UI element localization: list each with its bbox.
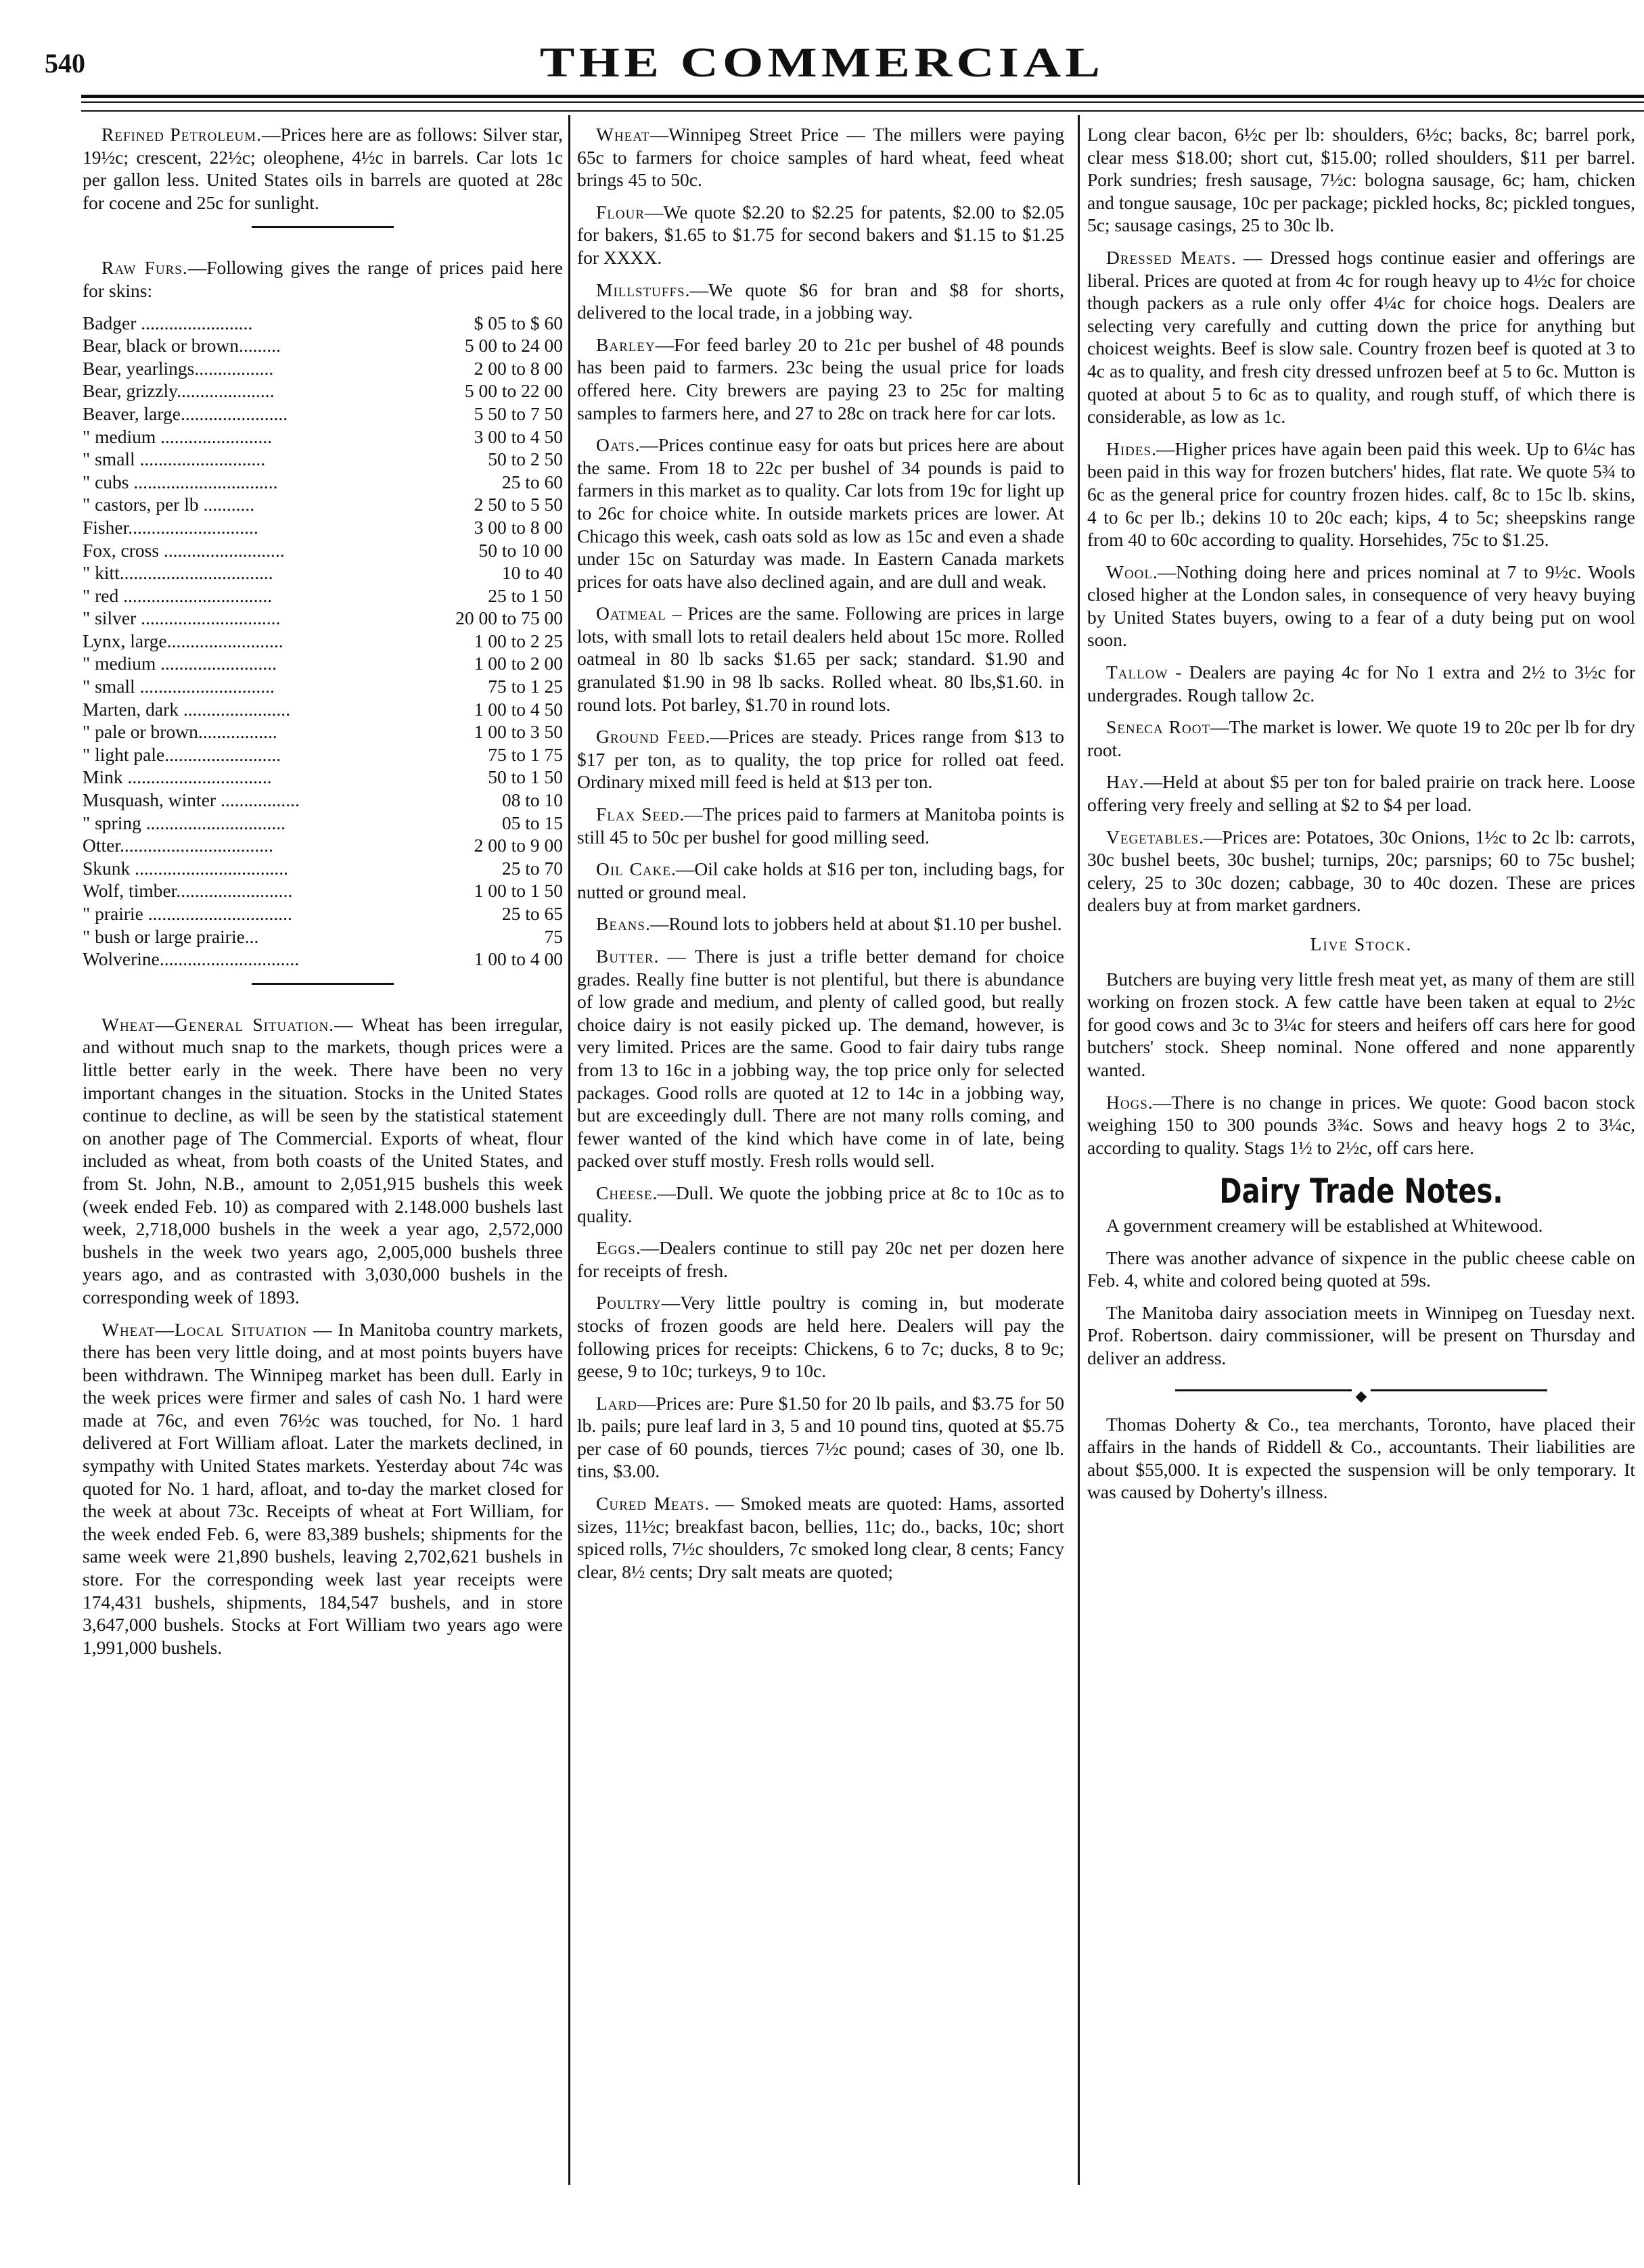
fur-price: 20 00 to 75 00	[455, 607, 563, 629]
cured-meats-continued: Long clear bacon, 6½c per lb: shoulders, 6½c; backs, 8c; barrel pork, clear mess $18.00; short cut, $15.00; rolled shoulders, $11 per barrel. Pork sundries; fresh sausage, 7½c: bologna sausage, 6c; ham, chicken and tongue sausage, 10c per package; pickled hocks, 8c; pickled tongues, 5c; sausage casings, 25 to 30c lb.	[1087, 124, 1635, 236]
market-report-lead: Oatmeal	[596, 603, 666, 624]
market-report-text: .—Dealers continue to still pay 20c net per dozen here for receipts of fresh.	[577, 1237, 1064, 1281]
section-divider	[252, 226, 394, 228]
fur-name: Musquash, winter .................	[83, 789, 300, 811]
market-report-paragraph	[1087, 561, 1635, 651]
fur-price-row	[83, 948, 563, 971]
fur-price: 3 00 to 4 50	[474, 425, 563, 447]
market-report-lead: Ground Feed	[596, 726, 706, 747]
fur-name: Wolverine..............................	[83, 948, 300, 970]
market-report-paragraph	[577, 1492, 1064, 1583]
fur-name: " pale or brown.................	[83, 721, 277, 743]
fur-price-row	[83, 584, 563, 607]
fur-name: Lynx, large.........................	[83, 630, 283, 651]
section-divider	[252, 983, 394, 985]
fur-name: Bear, grizzly.....................	[83, 380, 275, 402]
fur-price: 25 to 60	[501, 471, 563, 492]
fur-price-row	[83, 539, 563, 562]
fur-price-row	[83, 561, 563, 584]
market-report-paragraph	[577, 1392, 1064, 1483]
wheat-general-text: — Wheat has been irregular, and without much snap to the markets, though prices were a little better early in the week. There have been no very important changes in the situation. Stocks in the United States continue to decline, as will be seen by the statistical statement on another page of The Commercial. Exports of wheat, flour included as wheat, from both coasts of the United States, and from St. John, N.B., amount to 2,051,915 bushels this week (week ended Feb. 10) as compared with 2.148.000 bushels last week, 2,718,000 bushels in the week a year ago, 2,572,000 bushels in the week two years ago, 2,005,000 bushels three years ago, and as contrasted with 3,030,000 bushels in the corresponding week of 1893.	[83, 1013, 563, 1307]
fur-price: 50 to 2 50	[488, 448, 563, 470]
fur-price-table	[83, 312, 563, 971]
fur-name: " medium ........................	[83, 425, 273, 447]
fur-price: 25 to 70	[501, 857, 563, 879]
fur-price: 1 00 to 2 25	[474, 630, 563, 651]
fur-name: Badger ........................	[83, 312, 253, 333]
fur-name: Marten, dark .......................	[83, 698, 291, 720]
hogs-text: .—There is no change in prices. We quote: Good bacon stock weighing 150 to 300 pounds 3¾c. Sows and heavy hogs 2 to 3¼c, according to quality. Stags 1½ to 2½c, off cars here.	[1087, 1091, 1635, 1158]
market-report-paragraph	[577, 912, 1064, 935]
petroleum-lead: Refined Petroleum.	[101, 124, 262, 145]
fur-name: " light pale.........................	[83, 743, 281, 765]
fur-price-row	[83, 857, 563, 880]
fur-name: Bear, yearlings.................	[83, 357, 274, 379]
fur-price: 2 50 to 5 50	[474, 494, 563, 515]
masthead-rule-bottom	[81, 110, 1644, 112]
ornament-divider: ◆	[1087, 1383, 1635, 1397]
market-report-paragraph	[577, 1291, 1064, 1382]
masthead-title: THE COMMERCIAL	[539, 40, 1105, 86]
market-report-paragraph	[577, 803, 1064, 848]
fur-name: " cubs ...............................	[83, 471, 278, 492]
fur-price-row	[83, 812, 563, 835]
market-report-lead: Seneca Root	[1106, 716, 1211, 738]
market-report-paragraph	[577, 725, 1064, 793]
market-report-paragraph	[1087, 661, 1635, 706]
market-report-text: . — Dressed hogs continue easier and offerings are liberal. Prices are quoted at from 4c for rough heavy up to 4½c for choice though packers as a rule only offer 4¼c for choice hogs. Dealers are selecting very carefully and cutting down the price for anything but choicest weights. Beef is slow sale. Country frozen beef is quoted at 3 to 4c as to quality, and fresh city dressed unfrozen beef at 5 to 6c. Mutton is quoted at about 5 to 6c as to quality, and rough stuff, of which there is considerable, as low as 1c.	[1087, 246, 1635, 427]
fur-price: 1 00 to 4 00	[474, 948, 563, 970]
fur-name: " medium .........................	[83, 653, 277, 674]
market-report-paragraph	[1087, 826, 1635, 917]
live-stock-paragraph: Butchers are buying very little fresh meat yet, as many of them are still working on frozen stock. A few cattle have been taken at equal to 2½c for good cows and 3c to 3¼c for steers and heifers off cars here for good butchers' stock. Sheep nominal. None offered and none apparently wanted.	[1087, 968, 1635, 1080]
fur-name: Fisher............................	[83, 516, 258, 538]
market-report-paragraph	[577, 434, 1064, 593]
market-report-paragraph	[577, 123, 1064, 191]
market-report-text: - Dealers are paying 4c for No 1 extra and 2½ to 3½c for undergrades. Rough tallow 2c.	[1087, 662, 1635, 705]
fur-price: $ 05 to $ 60	[474, 312, 563, 333]
fur-name: " prairie ...............................	[83, 903, 292, 924]
page-number: 540	[45, 48, 85, 78]
market-report-text: —Very little poultry is coming in, but moderate stocks of frozen goods are held here. Dealers will pay the following prices for receipts: Chickens, 6 to 7c; ducks, 8 to 9c; geese, 9 to 10c; turkeys, 9 to 10c.	[577, 1292, 1064, 1382]
fur-price-row	[83, 379, 563, 402]
market-report-lead: Wheat	[596, 124, 650, 145]
market-report-paragraph	[577, 858, 1064, 903]
market-report-paragraph	[1087, 438, 1635, 551]
market-report-paragraph	[577, 333, 1064, 424]
column-3	[1087, 123, 1635, 1513]
market-report-text: .—Dull. We quote the jobbing price at 8c to 10c as to quality.	[577, 1182, 1064, 1226]
market-report-text: —Prices are: Pure $1.50 for 20 lb pails, and $3.75 for 50 lb. pails; pure leaf lard in 3, 5 and 10 pound tins, quoted at $5.75 per case of 60 pounds, tierces 7½c pound; cases of 30, one lb. tins, $3.00.	[577, 1392, 1064, 1482]
market-report-text: .—Prices are: Potatoes, 30c Onions, 1½c to 2c lb: carrots, 30c bushel beets, 30c bushel; turnips, 20c; parsnips; 60 to 75c bushel; celery, 25 to 30c dozen; cabbage, 30 to 40c dozen. These are prices dealers buy at from market gardners.	[1087, 826, 1635, 916]
fur-price-row	[83, 652, 563, 675]
fur-name: " castors, per lb ...........	[83, 494, 255, 515]
fur-name: Wolf, timber.........................	[83, 880, 293, 902]
market-report-text: —We quote $2.20 to $2.25 for patents, $2.00 to $2.05 for bakers, $1.65 to $1.75 for second bakers and $1.15 to $1.25 for XXXX.	[577, 201, 1064, 268]
fur-price-row	[83, 902, 563, 925]
fur-price: 2 00 to 8 00	[474, 357, 563, 379]
fur-name: Skunk .................................	[83, 857, 289, 879]
market-report-lead: Flour	[596, 201, 645, 223]
fur-price: 1 00 to 3 50	[474, 721, 563, 743]
fur-name: " kitt.................................	[83, 562, 273, 584]
fur-price: 05 to 15	[501, 812, 563, 833]
market-report-lead: Beans	[596, 913, 645, 935]
market-report-paragraph	[577, 1236, 1064, 1282]
market-report-text: . — Smoked meats are quoted: Hams, assorted sizes, 11½c; breakfast bacon, bellies, 11c; do., backs, 10c; short spiced rolls, 7½c shoulders, 7c smoked long clear, 8 cents; Fancy clear, 8½ cents; Dry salt meats are quoted;	[577, 1493, 1064, 1582]
fur-price-row	[83, 312, 563, 335]
fur-price: 75 to 1 25	[488, 676, 563, 697]
fur-name: " spring ..............................	[83, 812, 286, 833]
market-report-lead: Oil Cake	[596, 858, 671, 880]
fur-price-row	[83, 834, 563, 857]
fur-price: 5 00 to 24 00	[464, 335, 563, 356]
market-report-text: .—Nothing doing here and prices nominal at 7 to 9½c. Wools closed higher at the London sales, in consequence of very heavy buying by United States buyers, owing to a fear of a duty being put on wool soon.	[1087, 561, 1635, 651]
market-report-paragraph	[577, 201, 1064, 269]
fur-price-row	[83, 925, 563, 948]
market-report-paragraph	[1087, 246, 1635, 428]
fur-name: Fox, cross ..........................	[83, 539, 285, 561]
fur-price-row	[83, 675, 563, 698]
wheat-general-lead: Wheat—General Situation.	[101, 1013, 335, 1035]
market-report-text: —Winnipeg Street Price — The millers were paying 65c to farmers for choice samples of hard wheat, feed wheat brings 45 to 50c.	[577, 124, 1064, 191]
fur-name: Mink ...............................	[83, 766, 272, 788]
fur-price: 75 to 1 75	[488, 743, 563, 765]
fur-price-row	[83, 789, 563, 812]
fur-price-row	[83, 448, 563, 471]
petroleum-paragraph	[83, 123, 563, 214]
market-report-lead: Barley	[596, 333, 656, 355]
market-report-text: —For feed barley 20 to 21c per bushel of 48 pounds has been paid to farmers. 23c being the usual price for loads offered here. City brewers are paying 23 to 25c for malting samples to farmers here, and 27 to 28c on track here for car lots.	[577, 333, 1064, 423]
fur-price: 50 to 10 00	[478, 539, 563, 561]
fur-name: " small .............................	[83, 676, 275, 697]
furs-lead: Raw Furs.	[101, 257, 188, 279]
market-report-lead: Wool	[1106, 561, 1154, 582]
market-report-text: —The market is lower. We quote 19 to 20c per lb for dry root.	[1087, 716, 1635, 760]
masthead-rule-thick	[81, 95, 1644, 98]
fur-price-row	[83, 471, 563, 494]
market-report-text: .—Prices are steady. Prices range from $13 to $17 per ton, as to quality, the top price for rolled oat feed. Ordinary mixed mill feed is held at $13 per ton.	[577, 726, 1064, 793]
fur-price: 25 to 1 50	[488, 584, 563, 606]
fur-price: 10 to 40	[501, 562, 563, 584]
fur-price: 5 50 to 7 50	[474, 402, 563, 424]
column-separator-1	[568, 115, 570, 2185]
fur-name: " red ................................	[83, 584, 273, 606]
dairy-note: The Manitoba dairy association meets in Winnipeg on Tuesday next. Prof. Robertson. dairy commissioner, will be present on Thursday and deliver an address.	[1087, 1301, 1635, 1368]
market-report-lead: Cured Meats	[596, 1493, 705, 1514]
column-1	[83, 123, 563, 1668]
market-report-lead: Vegetables	[1106, 826, 1200, 848]
market-report-lead: Hides	[1106, 438, 1152, 459]
fur-price-row	[83, 516, 563, 539]
market-report-lead: Butter	[596, 946, 654, 967]
market-report-text: . — There is just a trifle better demand for choice grades. Really fine butter is not plentiful, but there is abundance of low grade and medium, and plenty of called good, but really choice dairy is not easily picked up. The demand, however, is very limited. Prices are the same. Good to fair dairy tubs range from 13 to 16c in a jobbing way, the top price only for selected packages. Good rolls are quoted at 12 to 14c in a jobbing way, but are exceedingly dull. There are not many rolls coming, and fewer wanted of the kind which have come in of late, being packed over stuff mostly. Fresh rolls would sell.	[577, 946, 1064, 1172]
market-report-lead: Poultry	[596, 1292, 662, 1314]
live-stock-heading: Live Stock.	[1310, 933, 1413, 954]
fur-price-row	[83, 743, 563, 766]
market-report-lead: Tallow	[1106, 662, 1168, 683]
masthead-rule-thin	[81, 101, 1644, 103]
market-report-paragraph	[577, 602, 1064, 716]
fur-price-row	[83, 698, 563, 721]
wheat-local-text: — In Manitoba country markets, there has been very little doing, and at most points buyers have been withdrawn. The Winnipeg market has been dull. Early in the week prices were firmer and sales of cash No. 1 hard were made at 76c, and even 76½c was touched, for No. 1 hard delivered at Fort William afloat. Later the markets declined, in sympathy with United States markets. Yesterday about 74c was quoted for No. 1 hard, afloat, and to-day the market closed for the week at about 73c. Receipts of wheat at Fort William, for the week ended Feb. 6, were 83,389 bushels; shipments for the same week were 21,890 bushels, leaving 2,702,621 bushels in store. For the corresponding week last year receipts were 174,431 bushels, shipments, 184,547 bushels, and in store 3,647,000 bushels. Stocks at Fort William two years ago were 1,991,000 bushels.	[83, 1318, 563, 1658]
fur-price-row	[83, 607, 563, 630]
fur-price: 50 to 1 50	[488, 766, 563, 788]
market-report-paragraph	[577, 945, 1064, 1172]
furs-paragraph	[83, 256, 563, 302]
market-report-text: .—Higher prices have again been paid this week. Up to 6¼c has been paid in this way for frozen butchers' hides, flat rate. We quote 5¾ to 6c as the general price for country frozen hides. calf, 8c to 15c lb. skins, 4 to 6c per lb.; dekins 10 to 20c each; kips, 4 to 5c; sheepskins range from 40 to 60c according to quality. Horsehides, 75c to $1.25.	[1087, 438, 1635, 551]
furs-text: —Following gives the range of prices paid here for skins:	[83, 257, 563, 301]
market-report-paragraph	[577, 279, 1064, 324]
fur-name: Beaver, large.......................	[83, 402, 288, 424]
fur-price: 1 00 to 2 00	[474, 653, 563, 674]
wheat-local-lead: Wheat—Local Situation	[101, 1318, 308, 1340]
fur-price-row	[83, 720, 563, 743]
fur-price: 1 00 to 1 50	[474, 880, 563, 902]
fur-name: " small ...........................	[83, 448, 266, 470]
fur-name: Otter.................................	[83, 835, 273, 856]
market-report-lead: Cheese	[596, 1182, 653, 1203]
market-report-lead: Hay	[1106, 771, 1139, 793]
market-report-text: – Prices are the same. Following are prices in large lots, with small lots to retail dealers held about 15c more. Rolled oatmeal in 80 lb sacks $1.65 per sack; standard. $1.90 and granulated $1.90 in 98 lb sacks. Rolled wheat. 80 lbs,$1.60. in round lots. Pot barley, $1.70 in round lots.	[577, 603, 1064, 715]
market-report-text: .—Prices continue easy for oats but prices here are about the same. From 18 to 22c per bushel of 34 pounds is paid to farmers in this market as to quality. Car lots from 19c for light up to 26c for choice white. In outside markets prices are lower. At Chicago this week, cash oats sold as low as 15c and even a shade under 15c on Saturday was made. In Eastern Canada markets prices for oats have also declined again, and are dull and weak.	[577, 434, 1064, 592]
fur-price-row	[83, 402, 563, 425]
fur-price-row	[83, 493, 563, 516]
market-report-paragraph	[577, 1182, 1064, 1227]
dairy-note: A government creamery will be established at Whitewood.	[1106, 1214, 1543, 1236]
market-report-text: .—Oil cake holds at $16 per ton, including bags, for nutted or ground meal.	[577, 858, 1064, 902]
dairy-trade-notes-heading: Dairy Trade Notes.	[1219, 1172, 1503, 1211]
market-report-paragraph	[1087, 770, 1635, 816]
market-report-text: .—The prices paid to farmers at Manitoba points is still 45 to 50c per bushel for good milling seed.	[577, 804, 1064, 848]
fur-price: 25 to 65	[501, 903, 563, 924]
fur-price: 1 00 to 4 50	[474, 698, 563, 720]
fur-name: Bear, black or brown.........	[83, 335, 281, 356]
market-report-text: .—Round lots to jobbers held at about $1.10 per bushel.	[645, 913, 1062, 935]
market-report-lead: Dressed Meats	[1106, 246, 1231, 268]
hogs-paragraph	[1087, 1091, 1635, 1159]
fur-price-row	[83, 879, 563, 902]
fur-price: 75	[544, 925, 563, 947]
fur-price-row	[83, 357, 563, 380]
doherty-paragraph: Thomas Doherty & Co., tea merchants, Toronto, have placed their affairs in the hands of Riddell & Co., accountants. Their liabilities are about $55,000. It is expected the suspension will be only temporary. It was caused by Doherty's illness.	[1087, 1413, 1635, 1503]
fur-price: 3 00 to 8 00	[474, 516, 563, 538]
fur-name: " silver ..............................	[83, 607, 281, 629]
column-separator-2	[1078, 115, 1080, 2185]
column-2	[577, 123, 1064, 1592]
fur-price-row	[83, 766, 563, 789]
market-report-lead: Millstuffs	[596, 279, 685, 300]
market-report-lead: Oats	[596, 434, 635, 456]
wheat-general-paragraph	[83, 1013, 563, 1309]
fur-price: 2 00 to 9 00	[474, 835, 563, 856]
fur-price: 08 to 10	[501, 789, 563, 811]
fur-price-row	[83, 630, 563, 653]
hogs-lead: Hogs	[1106, 1091, 1148, 1113]
fur-price-row	[83, 334, 563, 357]
fur-name: " bush or large prairie...	[83, 925, 259, 947]
market-report-lead: Eggs	[596, 1237, 636, 1259]
fur-price: 5 00 to 22 00	[464, 380, 563, 402]
wheat-local-paragraph	[83, 1318, 563, 1659]
dairy-note: There was another advance of sixpence in the public cheese cable on Feb. 4, white and colored being quoted at 59s.	[1087, 1247, 1635, 1291]
market-report-lead: Lard	[596, 1392, 637, 1414]
fur-price-row	[83, 425, 563, 448]
market-report-text: .—Held at about $5 per ton for baled prairie on track here. Loose offering very freely and selling at $2 to $4 per load.	[1087, 771, 1635, 816]
petroleum-text: —Prices here are as follows: Silver star, 19½c; crescent, 22½c; oleophene, 4½c in barrels. Car lots 1c per gallon less. United States oils in barrels are quoted at 28c for cocene and 25c for sunlight.	[83, 124, 564, 213]
market-report-lead: Flax Seed	[596, 804, 680, 825]
market-report-text: .—We quote $6 for bran and $8 for shorts, delivered to the local trade, in a jobbing way.	[577, 279, 1064, 323]
market-report-paragraph	[1087, 716, 1635, 761]
